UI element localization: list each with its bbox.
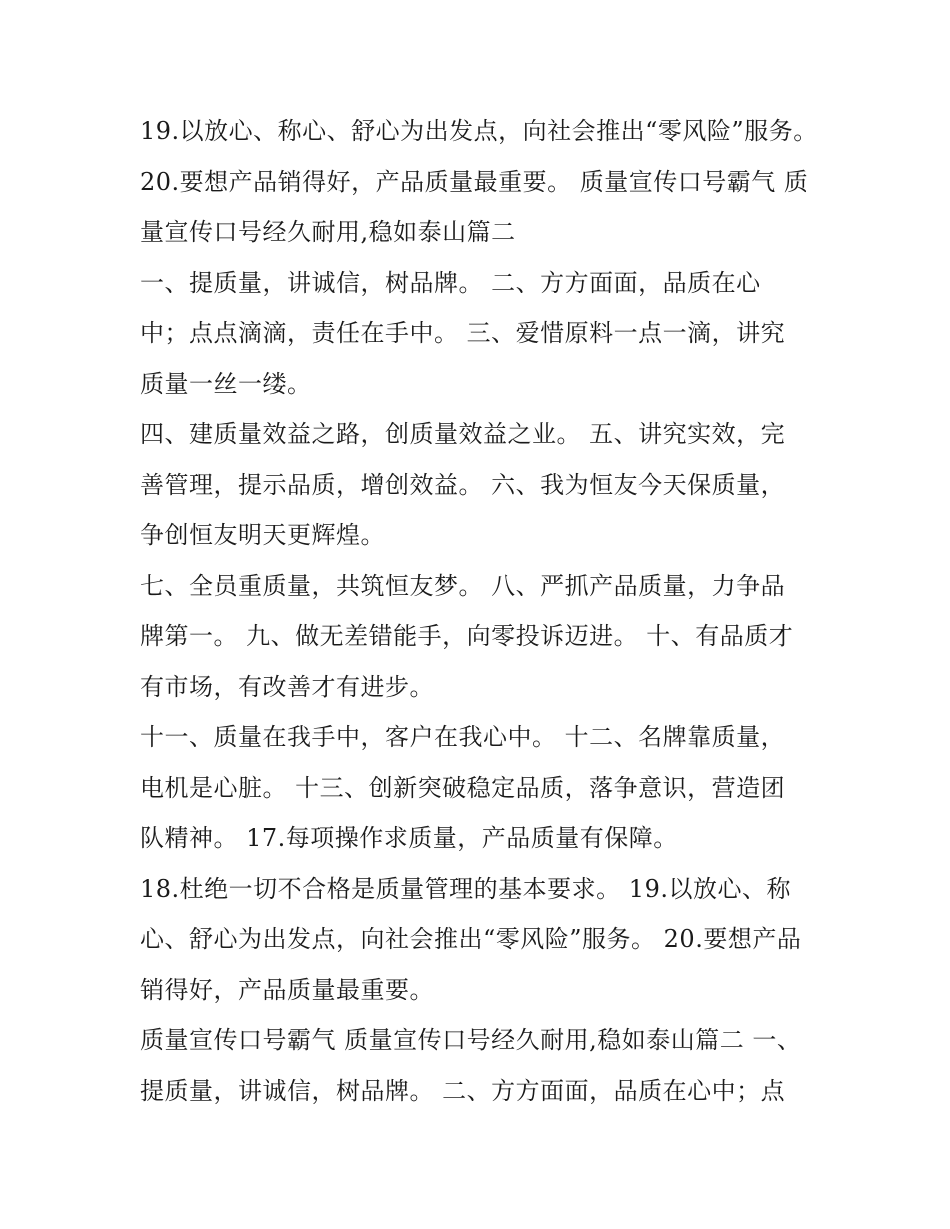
text-line: 一、提质量，讲诚信，树品牌。 二、方方面面，品质在心: [140, 268, 761, 297]
text-line: 18.杜绝一切不合格是质量管理的基本要求。 19.以放心、称: [140, 874, 791, 903]
text-line: 十一、质量在我手中，客户在我心中。 十二、名牌靠质量，: [140, 723, 786, 751]
text-line: 量宣传口号经久耐用,稳如泰山篇二: [140, 218, 516, 246]
text-line: 销得好，产品质量最重要。: [140, 975, 434, 1004]
text-line: 20.要想产品销得好，产品质量最重要。 质量宣传口号霸气 质: [140, 167, 809, 196]
text-line: 中；点点滴滴，责任在手中。 三、爱惜原料一点一滴，讲究: [140, 319, 786, 347]
text-line: 四、建质量效益之路，创质量效益之业。 五、讲究实效，完: [140, 420, 786, 448]
text-line: 质量宣传口号霸气 质量宣传口号经久耐用,稳如泰山篇二 一、: [140, 1026, 802, 1054]
document-body: [140, 106, 820, 1116]
text-line: 心、舒心为出发点，向社会推出“零风险”服务。 20.要想产品: [140, 925, 802, 953]
text-line: 质量一丝一缕。: [140, 369, 312, 398]
text-line: 有市场，有改善才有进步。: [140, 672, 434, 701]
text-line: 电机是心脏。 十三、创新突破稳定品质，落争意识，营造团: [140, 773, 786, 802]
text-line: 七、全员重质量，共筑恒友梦。 八、严抓产品质量，力争品: [140, 571, 786, 600]
text-line: 提质量，讲诚信，树品牌。 二、方方面面，品质在心中；点: [140, 1076, 786, 1105]
text-line: 争创恒友明天更辉煌。: [140, 521, 385, 549]
text-line: 队精神。 17.每项操作求质量，产品质量有保障。: [140, 824, 678, 852]
text-line: 牌第一。 九、做无差错能手，向零投诉迈进。 十、有品质才: [140, 622, 794, 650]
text-line: 19.以放心、称心、舒心为出发点，向社会推出“零风险”服务。: [140, 117, 818, 145]
text-line: 善管理，提示品质，增创效益。 六、我为恒友今天保质量，: [140, 470, 786, 499]
